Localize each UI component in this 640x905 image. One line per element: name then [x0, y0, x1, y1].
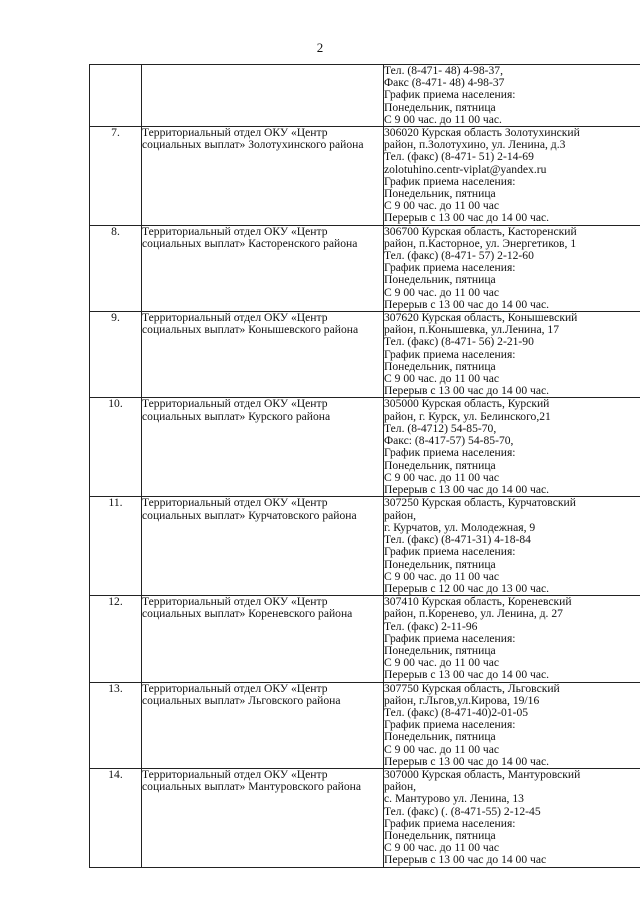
table-row [90, 497, 640, 596]
contact-line: С 9 00 час. до 11 00 час [384, 470, 500, 484]
page-number: 2 [316, 40, 324, 55]
contact-line: Перерыв с 13 00 час до 14 00 час [384, 853, 547, 867]
contact-line: Понедельник, пятница [384, 359, 496, 373]
office-name: Территориальный отдел ОКУ «Центр социальных выплат» Золотухинского района [142, 127, 384, 226]
office-contacts [384, 596, 640, 682]
contact-line: Понедельник, пятница [384, 730, 496, 744]
contact-line: район, г. Курск, ул. Белинского,21 [384, 409, 551, 423]
contact-line: 307410 Курская область, Кореневский [384, 595, 572, 609]
row-number: 14. [90, 768, 142, 867]
contact-line: Перерыв с 13 00 час до 14 00 час. [384, 482, 550, 496]
office-name: Территориальный отдел ОКУ «Центр социальных выплат» Мантуровского района [142, 768, 384, 867]
offices-table [89, 64, 640, 868]
contact-line: Тел. (факс) (8-471- 57) 2-12-60 [384, 249, 534, 263]
office-name [142, 65, 384, 127]
contact-line: Перерыв с 13 00 час до 14 00 час. [384, 754, 550, 768]
contact-line: График приема населения: [384, 174, 516, 188]
row-number: 10. [90, 398, 142, 497]
office-contacts [384, 312, 640, 398]
contact-line: С 9 00 час. до 11 00 час [384, 285, 500, 299]
contact-line: Тел. (факс) (8-471- 51) 2-14-69 [384, 150, 534, 164]
contact-line: Факс (8-471- 48) 4-98-37 [384, 76, 505, 90]
contact-line: С 9 00 час. до 11 00 час [384, 656, 500, 670]
contact-line: График приема населения: [384, 88, 516, 102]
table-row [90, 398, 640, 497]
contact-line: Понедельник, пятница [384, 557, 496, 571]
contact-line: График приема населения: [384, 631, 516, 645]
row-number: 8. [90, 225, 142, 311]
contact-line: Перерыв с 13 00 час до 14 00 час. [384, 384, 550, 398]
table-row [90, 596, 640, 682]
row-number: 9. [90, 312, 142, 398]
contact-line: Перерыв с 12 00 час до 13 00 час. [384, 581, 550, 595]
contact-line: График приема населения: [384, 816, 516, 830]
contact-line: С 9 00 час. до 11 00 час [384, 841, 500, 855]
contact-line: Тел. (факс) (8-471- 56) 2-21-90 [384, 335, 534, 349]
contact-line: район, п.Касторное, ул. Энергетиков, 1 [384, 236, 577, 250]
row-number: 13. [90, 682, 142, 768]
contact-line: График приема населения: [384, 261, 516, 275]
row-number: 12. [90, 596, 142, 682]
office-contacts [384, 65, 640, 127]
contact-line: г. Курчатов, ул. Молодежная, 9 [384, 520, 536, 534]
contact-line: Понедельник, пятница [384, 187, 496, 201]
contact-line: 307250 Курская область, Курчатовский [384, 496, 576, 510]
contact-line: Перерыв с 13 00 час до 14 00 час. [384, 297, 550, 311]
table-row [90, 65, 640, 127]
contact-line: Тел. (факс) (. (8-471-55) 2-12-45 [384, 804, 541, 818]
contact-line: 306020 Курская область Золотухинский [384, 126, 580, 140]
contact-line: район, п.Коренево, ул. Ленина, д. 27 [384, 607, 563, 621]
table-row [90, 768, 640, 867]
office-name: Территориальный отдел ОКУ «Центр социальных выплат» Льговского района [142, 682, 384, 768]
row-number: 11. [90, 497, 142, 596]
office-contacts [384, 682, 640, 768]
contact-line: Перерыв с 13 00 час до 14 00 час. [384, 211, 550, 225]
contact-line: 307750 Курская область, Льговский [384, 681, 560, 695]
contact-line: район, п.Конышевка, ул.Ленина, 17 [384, 323, 559, 337]
contact-line: 307000 Курская область, Мантуровский [384, 767, 581, 781]
contact-line: 306700 Курская область, Касторенский [384, 224, 577, 238]
office-name: Территориальный отдел ОКУ «Центр социальных выплат» Конышевского района [142, 312, 384, 398]
contact-line: Понедельник, пятница [384, 273, 496, 287]
contact-line: Тел. (факс) 2-11-96 [384, 619, 478, 633]
office-name: Территориальный отдел ОКУ «Центр социальных выплат» Касторенского района [142, 225, 384, 311]
office-name: Территориальный отдел ОКУ «Центр социальных выплат» Курского района [142, 398, 384, 497]
table-row [90, 312, 640, 398]
office-name: Территориальный отдел ОКУ «Центр социальных выплат» Курчатовского района [142, 497, 384, 596]
contact-line: С 9 00 час. до 11 00 час [384, 742, 500, 756]
contact-line: район, [384, 508, 417, 522]
contact-line: Перерыв с 13 00 час до 14 00 час. [384, 668, 550, 682]
contact-line: График приема населения: [384, 718, 516, 732]
contact-line: 305000 Курская область, Курский [384, 397, 550, 411]
office-contacts [384, 768, 640, 867]
contact-line: С 9 00 час. до 11 00 час [384, 199, 500, 213]
contact-line: Понедельник, пятница [384, 458, 496, 472]
contact-line: Тел. (8-4712) 54-85-70, [384, 421, 497, 435]
row-number: 7. [90, 127, 142, 226]
table-row [90, 127, 640, 226]
contact-line: График приема населения: [384, 347, 516, 361]
contact-line: zolotuhino.centr-viplat@yandex.ru [384, 162, 547, 176]
contact-line: График приема населения: [384, 446, 516, 460]
contact-line: График приема населения: [384, 545, 516, 559]
contact-line: Понедельник, пятница [384, 643, 496, 657]
contact-line: Факс: (8-417-57) 54-85-70, [384, 434, 514, 448]
contact-line: С 9 00 час. до 11 00 час [384, 569, 500, 583]
office-contacts [384, 225, 640, 311]
contact-line: Тел. (8-471- 48) 4-98-37, [384, 64, 503, 77]
contact-line: 307620 Курская область, Конышевский [384, 311, 578, 325]
table-row [90, 682, 640, 768]
office-contacts [384, 127, 640, 226]
table-row [90, 225, 640, 311]
contact-line: С 9 00 час. до 11 00 час. [384, 112, 502, 126]
contact-line: район, п.Золотухино, ул. Ленина, д.3 [384, 138, 566, 152]
contact-line: Понедельник, пятница [384, 828, 496, 842]
office-contacts [384, 398, 640, 497]
contact-line: Тел. (факс) (8-471-40)2-01-05 [384, 705, 529, 719]
office-name: Территориальный отдел ОКУ «Центр социальных выплат» Кореневского района [142, 596, 384, 682]
contact-line: Тел. (факс) (8-471-31) 4-18-84 [384, 533, 531, 547]
contact-line: район, г.Льгов,ул.Кирова, 19/16 [384, 693, 540, 707]
row-number [90, 65, 142, 127]
contact-line: район, [384, 780, 417, 794]
contact-line: с. Мантурово ул. Ленина, 13 [384, 792, 524, 806]
contact-line: Понедельник, пятница [384, 100, 496, 114]
contact-line: С 9 00 час. до 11 00 час [384, 372, 500, 386]
office-contacts [384, 497, 640, 596]
